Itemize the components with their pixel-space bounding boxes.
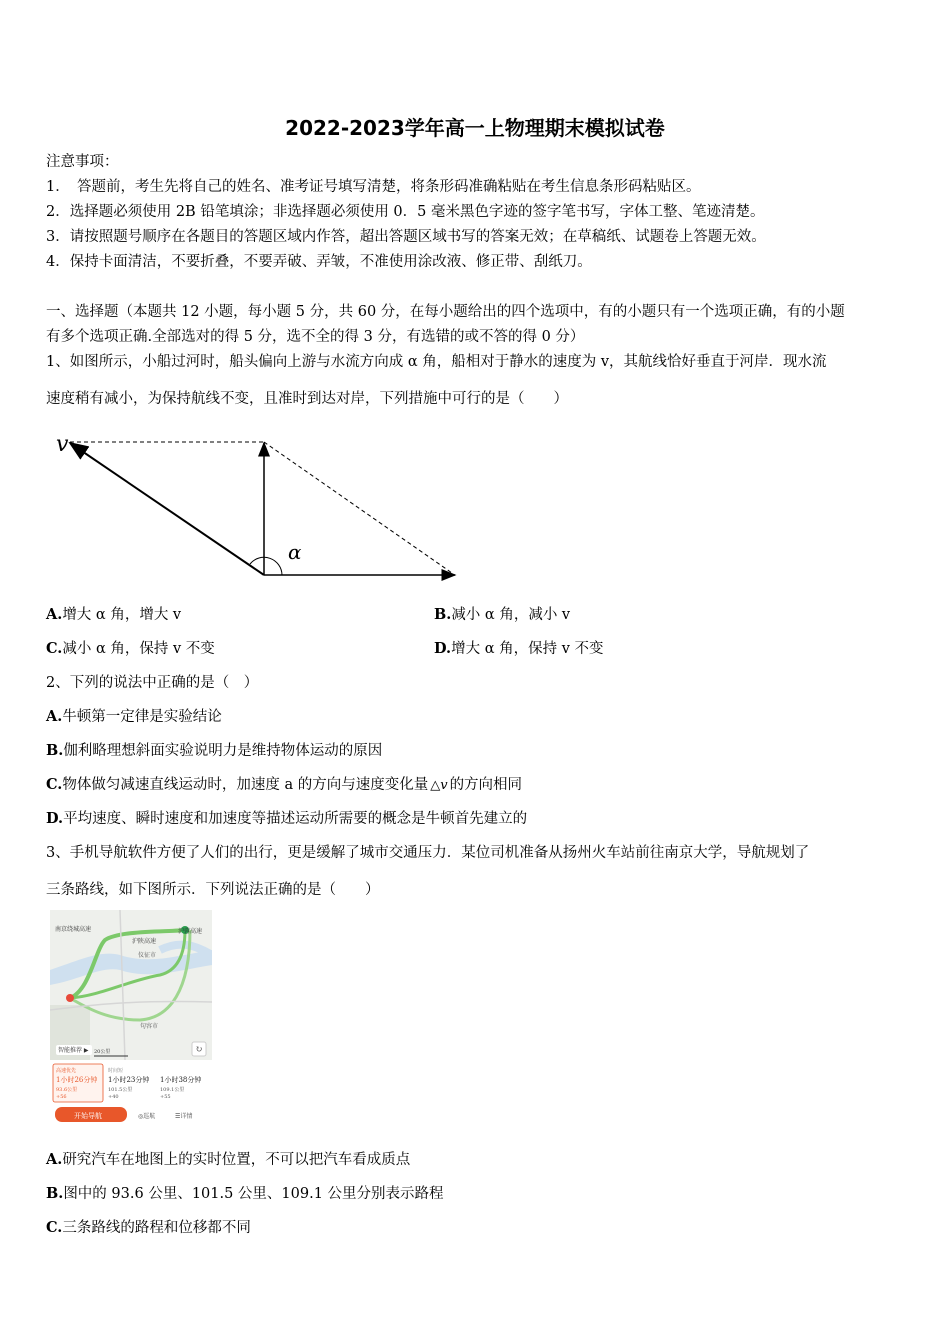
notice-item: 2．选择题必须使用 2B 铅笔填涂；非选择题必须使用 0．5 毫米黑色字迹的签字笔书写，字体工整、笔迹清楚。 — [46, 204, 765, 220]
q3-stem: 3、手机导航软件方便了人们的出行，更是缓解了城市交通压力．某位司机准备从扬州火车站前往南京大学，导航规划了 — [46, 845, 810, 861]
q3-option-a: A.研究汽车在地图上的实时位置，不可以把汽车看成质点 — [46, 1151, 411, 1168]
q2-option-d: D.平均速度、瞬时速度和加速度等描述运动所需要的概念是牛顿首先建立的 — [46, 810, 528, 827]
route-extra: +56 — [56, 1094, 67, 1100]
cruise-button[interactable]: ◎巡航 — [138, 1113, 156, 1120]
velocity-vector-v — [70, 443, 264, 575]
route-map — [50, 910, 212, 1130]
route-distance: 93.6公里 — [56, 1087, 78, 1093]
notice-item: 3．请按照题号顺序在各题目的答题区域内作答，超出答题区域书写的答案无效；在草稿纸、试题卷上答题无效。 — [46, 229, 766, 245]
q1-stem: 速度稍有减小，为保持航线不变，且准时到达对岸，下列措施中可行的是（ ） — [46, 391, 568, 407]
section-heading-line: 有多个选项正确.全部选对的得 5 分，选不全的得 3 分，有选错的或不答的得 0 分） — [46, 329, 585, 345]
page-title: 2022-2023学年高一上物理期末模拟试卷 — [285, 116, 665, 140]
q1-velocity-diagram — [50, 425, 470, 590]
angle-arc — [250, 557, 282, 575]
q1-option-c: C.减小 α 角，保持 v 不变 — [46, 640, 215, 657]
q1-stem: 1、如图所示，小船过河时，船头偏向上游与水流方向成 α 角，船相对于静水的速度为 v，其航线恰好垂直于河岸．现水流 — [46, 354, 827, 370]
route-distance: 101.5公里 — [108, 1087, 133, 1093]
route-extra: +55 — [160, 1094, 171, 1100]
road-label: 沪陕高速 — [132, 938, 157, 945]
route-tag: 高速优先 — [56, 1068, 77, 1074]
route-extra: +40 — [108, 1094, 119, 1100]
q2-option-a: A.牛顿第一定律是实验结论 — [46, 708, 222, 725]
notice-heading: 注意事项： — [46, 154, 119, 170]
label-v: v — [56, 432, 69, 457]
q3-option-c: C.三条路线的路程和位移都不同 — [46, 1219, 251, 1236]
q1-option-b: B.减小 α 角，减小 v — [434, 606, 571, 623]
scale-label: 20公里 — [94, 1049, 111, 1055]
q2-option-c: C.物体做匀减速直线运动时，加速度 a 的方向与速度变化量 △v 的方向相同 — [46, 776, 523, 793]
q3-stem: 三条路线，如下图所示．下列说法正确的是（ ） — [46, 882, 380, 898]
q2-option-b: B.伽利略理想斜面实验说明力是维持物体运动的原因 — [46, 742, 383, 759]
section-heading-line: 一、选择题（本题共 12 小题，每小题 5 分，共 60 分，在每小题给出的四个选项中，有的小题只有一个选项正确，有的小题 — [46, 304, 845, 320]
route-time: 1小时26分钟 — [56, 1076, 98, 1084]
origin-marker — [66, 994, 74, 1002]
smart-recommend-label: 智能推荐 ▶ — [58, 1047, 89, 1054]
place-label: 句容市 — [140, 1023, 159, 1030]
details-button[interactable]: ☰详情 — [175, 1113, 193, 1120]
q3-option-b: B.图中的 93.6 公里、101.5 公里、109.1 公里分别表示路程 — [46, 1185, 444, 1202]
q1-option-d: D.增大 α 角，保持 v 不变 — [434, 640, 604, 657]
route-distance: 109.1公里 — [160, 1087, 185, 1093]
label-alpha: α — [288, 540, 302, 564]
q1-option-a: A.增大 α 角，增大 v — [46, 606, 182, 623]
road-label: 沪蓉高速 — [178, 928, 203, 935]
start-navigation-label: 开始导航 — [74, 1112, 102, 1120]
road-label: 南京绕城高速 — [55, 926, 92, 933]
route-time: 1小时23分钟 — [108, 1076, 150, 1084]
notice-item: 4．保持卡面清洁，不要折叠，不要弄破、弄皱，不准使用涂改液、修正带、刮纸刀。 — [46, 254, 592, 270]
q2-stem: 2、下列的说法中正确的是（ ） — [46, 675, 259, 691]
place-label: 仪征市 — [138, 952, 157, 959]
delta-v-symbol: △v — [430, 778, 448, 793]
notice-item: 1． 答题前，考生先将自己的姓名、准考证号填写清楚，将条形码准确粘贴在考生信息条形码粘贴区。 — [46, 179, 701, 195]
navigation-app-screenshot — [50, 910, 212, 1130]
route-tag: 时间短 — [108, 1068, 124, 1074]
refresh-icon: ↻ — [195, 1045, 203, 1055]
route-time: 1小时38分钟 — [160, 1076, 202, 1084]
